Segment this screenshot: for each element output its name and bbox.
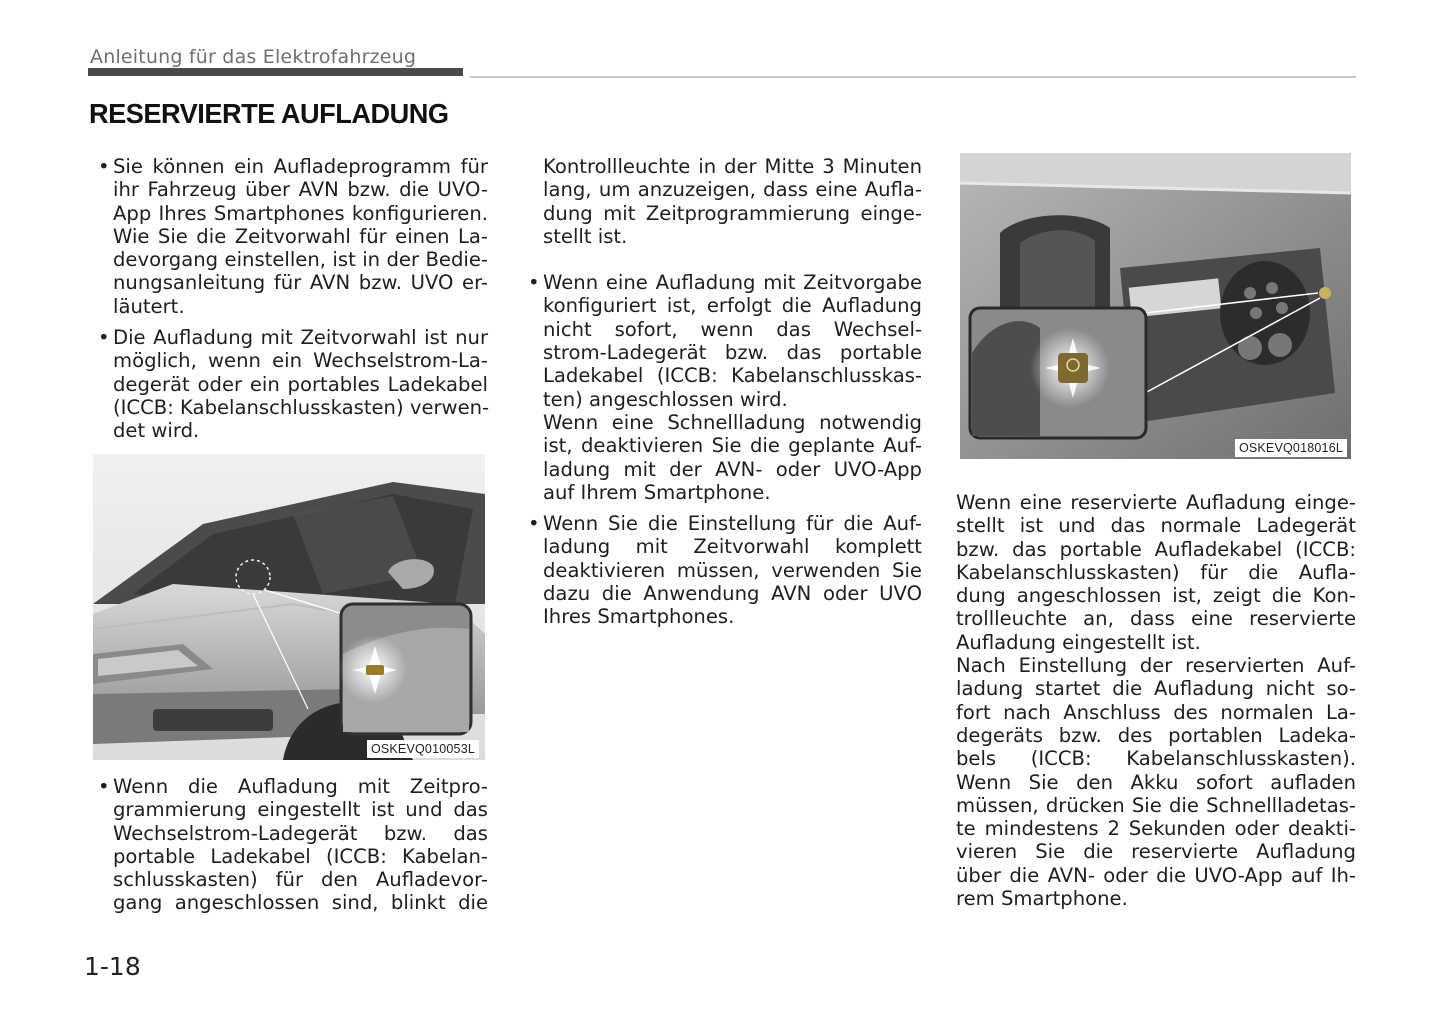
column-2 <box>522 155 922 629</box>
section-header: Anleitung für das Elektrofahrzeug <box>90 46 417 68</box>
text-line: portable Ladekabel (ICCB: Kabelan- <box>113 844 488 868</box>
text-line: App Ihres Smartphones konfigurieren. <box>113 201 488 225</box>
text-line: läutert. <box>113 294 185 318</box>
text-line: strom-Ladegerät bzw. das portable <box>543 341 922 365</box>
bullet-item <box>522 271 922 504</box>
text-line: schlusskasten) für den Aufladevor- <box>113 868 488 892</box>
text-line: • Sie können ein Aufladeprogramm für <box>113 155 488 178</box>
header-rule-thick <box>88 68 463 76</box>
text-line: te mindestens 2 Sekunden oder deakti- <box>956 817 1356 841</box>
text-line: vieren Sie die reservierte Aufladung <box>956 840 1356 864</box>
text-line: ist, deaktivieren Sie die geplante Auf- <box>543 434 922 458</box>
text-line: bels (ICCB: Kabelanschlusskasten). <box>956 747 1356 771</box>
text-line: nicht sofort, wenn das Wechsel- <box>543 317 922 341</box>
figure-caption: OSKEVQ010053L <box>367 740 479 758</box>
figure-charging-port <box>960 153 1351 459</box>
text-line: devorgang einstellen, ist in der Bedie- <box>113 248 488 272</box>
text-line: dung angeschlossen ist, zeigt die Kon- <box>956 584 1356 608</box>
header-rule-thin <box>470 76 1356 78</box>
text-line: Ihres Smartphones. <box>543 605 735 629</box>
text-line: konfiguriert ist, erfolgt die Aufladung <box>543 294 922 318</box>
text-line: nungsanleitung für AVN bzw. UVO er- <box>113 271 488 295</box>
text-line: grammierung eingestellt ist und das <box>113 798 488 822</box>
paragraph <box>522 155 922 248</box>
text-line: Aufladung eingestellt ist. <box>956 630 1201 654</box>
column-1-continued <box>92 775 488 915</box>
text-line: dung mit Zeitprogrammierung einge- <box>543 201 922 225</box>
text-line: det wird. <box>113 419 200 443</box>
text-line: stellt ist. <box>543 224 628 248</box>
text-line: • Die Aufladung mit Zeitvorwahl ist nur <box>113 326 488 350</box>
bullet-item <box>92 155 488 318</box>
text-line: Wenn eine reservierte Aufladung einge- <box>956 491 1356 514</box>
text-line: deaktivieren müssen, verwenden Sie <box>543 558 922 582</box>
text-line: (ICCB: Kabelanschlusskasten) verwen- <box>113 395 490 419</box>
text-line: müssen, drücken Sie die Schnellladetas- <box>956 793 1356 817</box>
column-1 <box>92 155 488 443</box>
text-line: auf Ihrem Smartphone. <box>543 480 771 504</box>
text-line: fort nach Anschluss des normalen La- <box>956 700 1356 724</box>
text-line: Kabelanschlusskasten) für die Aufla- <box>956 560 1356 584</box>
text-line: Wenn eine Schnellladung notwendig <box>543 410 922 434</box>
text-line: rem Smartphone. <box>956 887 1128 911</box>
figure-car-windshield <box>93 454 485 760</box>
text-line: bzw. das portable Aufladekabel (ICCB: <box>956 537 1356 561</box>
text-line: stellt ist und das normale Ladegerät <box>956 514 1356 538</box>
text-line: dazu die Anwendung AVN oder UVO <box>543 582 922 606</box>
text-line: ladung startet die Aufladung nicht so- <box>956 677 1356 701</box>
text-line: Nach Einstellung der reservierten Auf- <box>956 654 1356 678</box>
paragraph <box>956 491 1356 910</box>
bullet-item <box>522 512 922 628</box>
column-3 <box>956 491 1356 910</box>
page-title: RESERVIERTE AUFLADUNG <box>89 98 449 129</box>
text-line: ladung mit der AVN- oder UVO-App <box>543 457 922 481</box>
text-line: Ladekabel (ICCB: Kabelanschlusskas- <box>543 364 922 388</box>
text-line: ladung mit Zeitvorwahl komplett <box>543 535 922 559</box>
text-line: gang angeschlossen sind, blinkt die <box>113 891 488 915</box>
text-line: Wenn Sie den Akku sofort aufladen <box>956 770 1356 794</box>
text-line: • Wenn eine Aufladung mit Zeitvorgabe <box>543 271 922 295</box>
text-line: möglich, wenn ein Wechselstrom-La- <box>113 349 488 373</box>
bullet-item <box>92 775 488 915</box>
text-line: über die AVN- oder die UVO-App auf Ih- <box>956 863 1356 887</box>
text-line: Wechselstrom-Ladegerät bzw. das <box>113 821 488 845</box>
text-line: • Wenn die Aufladung mit Zeitpro- <box>113 775 488 798</box>
text-line: • Wenn Sie die Einstellung für die Auf- <box>543 512 922 536</box>
text-line: trollleuchte an, dass eine reservierte <box>956 607 1356 631</box>
text-line: Wie Sie die Zeitvorwahl für einen La- <box>113 224 488 248</box>
page-number: 1-18 <box>84 952 141 981</box>
text-line: ihr Fahrzeug über AVN bzw. die UVO- <box>113 178 488 202</box>
text-line: lang, um anzuzeigen, dass eine Aufla- <box>543 178 922 202</box>
text-line: ten) angeschlossen wird. <box>543 387 788 411</box>
text-line: Kontrollleuchte in der Mitte 3 Minuten <box>543 155 922 178</box>
car-illustration <box>93 454 485 760</box>
figure-caption: OSKEVQ018016L <box>1235 439 1347 457</box>
bullet-item <box>92 326 488 442</box>
text-line: degeräts bzw. des portablen Ladeka- <box>956 723 1356 747</box>
text-line: degerät oder ein portables Ladekabel <box>113 372 488 396</box>
charging-port-illustration <box>960 153 1351 459</box>
